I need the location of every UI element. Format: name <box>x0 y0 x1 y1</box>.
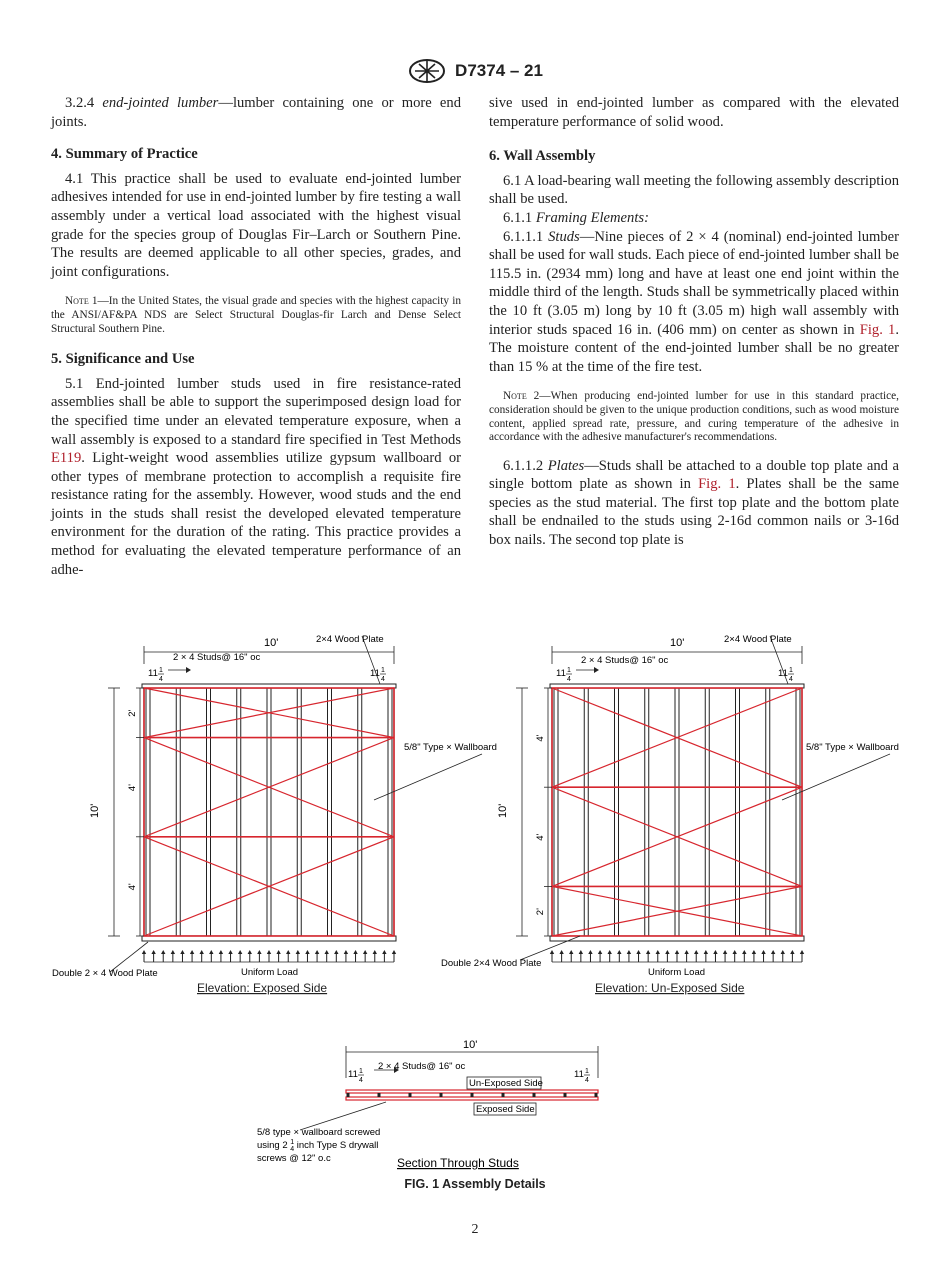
wall-frame <box>144 688 394 936</box>
load-arrowhead <box>569 950 573 954</box>
standard-code: D7374 – 21 <box>455 61 543 80</box>
right-column <box>489 94 899 550</box>
load-arrowhead <box>382 950 386 954</box>
paragraph-6-1-1: 6.1.1 Framing Elements: <box>503 209 649 226</box>
section-stud <box>595 1093 598 1097</box>
paragraph-continued: sive used in end-jointed lumber as compared with the elevated temperature performance of solid wood. <box>489 95 899 130</box>
load-arrowhead <box>190 950 194 954</box>
load-arrowhead <box>598 950 602 954</box>
paragraph-6-1-1-1: 6.1.1.1 Studs—Nine pieces of 2 × 4 (nominal) end-jointed lumber shall be used for wall studs. Each piece of end-jointed lumber shall be 115.5 in. (2934 mm) long and have at least one end joint within the middle third of the length. Studs shall be symmetrically placed within the 10 ft (3.05 m) long by 10 ft (3.05 m) high wall assembly with interior studs spaced 16 in. (406 mm) on center as shown in Fig. 1. The moisture content of the end-jointed lumber shall be no greater than 15 % at the time of the fire test. <box>489 228 899 375</box>
load-arrowhead <box>353 950 357 954</box>
load-arrowhead <box>267 950 271 954</box>
stud-arrowhead <box>594 667 599 673</box>
load-arrowhead <box>286 950 290 954</box>
panel-height-label: 4' <box>535 833 546 841</box>
paragraph-4-1: 4.1 This practice shall be used to evaluate end-jointed lumber adhesives intended for use in end-jointed lumber by fire testing a wall assembly under a vertical load associated with the highest visual grade for the species group of Douglas Fir–Larch or Southern Pine. The results are deemed applicable to all other species, grades, and joint configurations. <box>51 170 461 280</box>
left-column <box>51 94 461 579</box>
width-label: 10' <box>264 637 279 649</box>
load-arrowhead <box>684 950 688 954</box>
load-arrowhead <box>180 950 184 954</box>
offset-label: 4 <box>567 676 571 683</box>
elevation-exposed-title: Elevation: Exposed Side <box>197 981 328 995</box>
load-arrowhead <box>315 950 319 954</box>
section-board-bottom <box>346 1097 598 1100</box>
load-arrowhead <box>665 950 669 954</box>
offset-label: 4 <box>159 676 163 683</box>
load-arrowhead <box>305 950 309 954</box>
load-arrowhead <box>151 950 155 954</box>
section-offset-label: 1 <box>359 1068 363 1075</box>
section-stud <box>471 1093 474 1097</box>
panel-height-label: 2' <box>535 908 546 916</box>
load-arrowhead <box>646 950 650 954</box>
stud-arrowhead <box>186 667 191 673</box>
link-fig-1[interactable]: Fig. 1 <box>859 321 896 338</box>
wall-frame <box>552 688 802 936</box>
link-e119[interactable]: E119 <box>51 450 82 467</box>
paragraph-3-2-4: 3.2.4 end-jointed lumber—lumber containing one or more end joints. <box>51 95 461 130</box>
section-drawing <box>300 1046 598 1130</box>
load-arrowhead <box>656 950 660 954</box>
assembly-drawing <box>0 620 950 1210</box>
screw-note-line-1: 5/8 type × wallboard screwed <box>257 1127 381 1138</box>
panel-height-label: 4' <box>535 734 546 742</box>
screw-note-line-3: screws @ 12" o.c <box>257 1153 331 1164</box>
load-arrowhead <box>742 950 746 954</box>
offset-label: 11 <box>148 668 158 679</box>
load-arrowhead <box>228 950 232 954</box>
load-arrowhead <box>142 950 146 954</box>
paragraph-5-1: 5.1 End-jointed lumber studs used in fire resistance-rated assemblies shall be able to support the superimposed design load for the specified time under an elevated temperature exposure, when a wall assembly is exposed to a standard fire specified in Test Methods E119. Light-weight wood assemblies utilize gypsum wallboard or other types of membrane protection to accomplish a requisite fire resistance rating for the assembly. However, wood studs and the end joints in the studs shall resist the developed elevated temperature environment for the duration of the rating. This practice provides a method for evaluating the elevated temperature performance of an adhe- <box>51 375 461 578</box>
wallboard-label: 5/8" Type × Wallboard <box>404 742 497 753</box>
load-arrowhead <box>550 950 554 954</box>
section-stud <box>564 1093 567 1097</box>
offset-label: 1 <box>789 667 793 674</box>
screw-note-line-2: using 2 $^1$ 4 inch Type S drywall <box>257 1139 379 1153</box>
stud-label: 2 × 4 Studs@ 16" oc <box>581 655 669 666</box>
load-arrowhead <box>752 950 756 954</box>
load-arrowhead <box>694 950 698 954</box>
page-header <box>0 58 950 84</box>
load-arrowhead <box>607 950 611 954</box>
load-arrowhead <box>579 950 583 954</box>
section-heading-5: 5. Significance and Use <box>51 351 195 368</box>
load-arrowhead <box>761 950 765 954</box>
section-offset-label: 11 <box>348 1069 358 1080</box>
uniform-load-label: Uniform Load <box>648 967 706 978</box>
uniform-load-label: Uniform Load <box>241 967 299 978</box>
plate-label: 2×4 Wood Plate <box>316 634 384 645</box>
offset-label: 1 <box>567 667 571 674</box>
panel-height-label: 2' <box>127 709 138 717</box>
load-arrowhead <box>363 950 367 954</box>
screw-note-leader <box>300 1102 386 1130</box>
offset-label: 11 <box>778 668 788 679</box>
load-arrowhead <box>373 950 377 954</box>
load-arrowhead <box>781 950 785 954</box>
link-fig-1[interactable]: Fig. 1 <box>698 476 736 493</box>
elevation-exposed-drawing <box>89 636 482 972</box>
offset-label: 11 <box>556 668 566 679</box>
offset-label: 4 <box>789 676 793 683</box>
load-arrowhead <box>617 950 621 954</box>
section-offset-label: 4 <box>585 1077 589 1084</box>
section-offset-label: 1 <box>585 1068 589 1075</box>
wallboard-leader <box>374 754 482 800</box>
section-stud <box>347 1093 350 1097</box>
width-label: 10' <box>670 637 685 649</box>
section-stud <box>502 1093 505 1097</box>
width-label: 10' <box>463 1039 478 1051</box>
section-heading-6: 6. Wall Assembly <box>489 148 596 165</box>
load-arrowhead <box>344 950 348 954</box>
stud-label: 2 × 4 Studs@ 16" oc <box>173 652 261 663</box>
section-title: Section Through Studs <box>397 1156 519 1170</box>
panel-height-label: 4' <box>127 784 138 792</box>
wallboard-outline <box>552 688 802 936</box>
paragraph-6-1: 6.1 A load-bearing wall meeting the following assembly description shall be used. <box>489 172 899 208</box>
page-number: 2 <box>471 1222 479 1237</box>
load-arrowhead <box>248 950 252 954</box>
offset-label: 1 <box>381 667 385 674</box>
load-arrowhead <box>324 950 328 954</box>
load-arrowhead <box>392 950 396 954</box>
wallboard-leader <box>782 754 890 800</box>
section-stud <box>409 1093 412 1097</box>
exposed-side-label: Exposed Side <box>476 1104 535 1115</box>
load-arrowhead <box>800 950 804 954</box>
plate-label: 2×4 Wood Plate <box>724 634 792 645</box>
load-arrowhead <box>627 950 631 954</box>
elevation-unexposed-title: Elevation: Un-Exposed Side <box>595 981 745 995</box>
load-arrowhead <box>199 950 203 954</box>
paragraph-6-1-1-2: 6.1.1.2 Plates—Studs shall be attached to a double top plate and a single bottom plate as shown in Fig. 1. Plates shall be the same species as the stud material. The first top plate and the bottom plate shall be endnailed to the studs using 2-16d common nails or 3-16d box nails. The second top plate is <box>489 457 900 549</box>
load-arrowhead <box>257 950 261 954</box>
load-arrowhead <box>209 950 213 954</box>
load-arrowhead <box>171 950 175 954</box>
load-arrowhead <box>636 950 640 954</box>
note-2: Note 2—When producing end-jointed lumber for use in this standard practice, consideration should be given to the unique production conditions, such as wood moisture content, applied spread rate, pressure, and curing temperature of the adhesive in accordance with the adhesive manufacturer's recommendations. <box>489 390 900 444</box>
stud-label: 2 × 4 Studs@ 16" oc <box>378 1061 466 1072</box>
section-offset-label: 11 <box>574 1069 584 1080</box>
load-arrowhead <box>790 950 794 954</box>
offset-label: 1 <box>159 667 163 674</box>
figure-caption: FIG. 1 Assembly Details <box>404 1177 546 1191</box>
astm-logo-icon <box>407 58 447 84</box>
double-plate-label: Double 2×4 Wood Plate <box>441 958 542 969</box>
panel-height-label: 4' <box>127 883 138 891</box>
section-stud <box>533 1093 536 1097</box>
wallboard-outline <box>144 688 394 936</box>
elevation-unexposed-drawing <box>497 636 890 962</box>
section-stud <box>440 1093 443 1097</box>
unexposed-side-label: Un-Exposed Side <box>469 1078 543 1089</box>
load-arrowhead <box>704 950 708 954</box>
figure-assembly-details <box>0 620 950 1210</box>
load-arrowhead <box>723 950 727 954</box>
load-arrowhead <box>276 950 280 954</box>
load-arrowhead <box>219 950 223 954</box>
offset-label: 4 <box>381 676 385 683</box>
load-arrowhead <box>559 950 563 954</box>
section-board-top <box>346 1090 598 1093</box>
load-arrowhead <box>238 950 242 954</box>
load-arrowhead <box>334 950 338 954</box>
section-offset-label: 4 <box>359 1077 363 1084</box>
double-plate-label: Double 2 × 4 Wood Plate <box>52 968 158 979</box>
offset-label: 11 <box>370 668 380 679</box>
wallboard-label: 5/8" Type × Wallboard <box>806 742 899 753</box>
height-label: 10' <box>89 803 101 818</box>
load-arrowhead <box>296 950 300 954</box>
load-arrowhead <box>161 950 165 954</box>
load-arrowhead <box>771 950 775 954</box>
height-label: 10' <box>497 803 509 818</box>
load-arrowhead <box>588 950 592 954</box>
section-heading-4: 4. Summary of Practice <box>51 146 198 163</box>
load-arrowhead <box>732 950 736 954</box>
load-arrowhead <box>713 950 717 954</box>
note-1: Note 1—In the United States, the visual grade and species with the highest capacity in the ANSI/AF&PA NDS are Select Structural Douglas-fir Larch and Dense Select Structural Southern Pine. <box>51 295 461 335</box>
load-arrowhead <box>675 950 679 954</box>
section-stud <box>378 1093 381 1097</box>
